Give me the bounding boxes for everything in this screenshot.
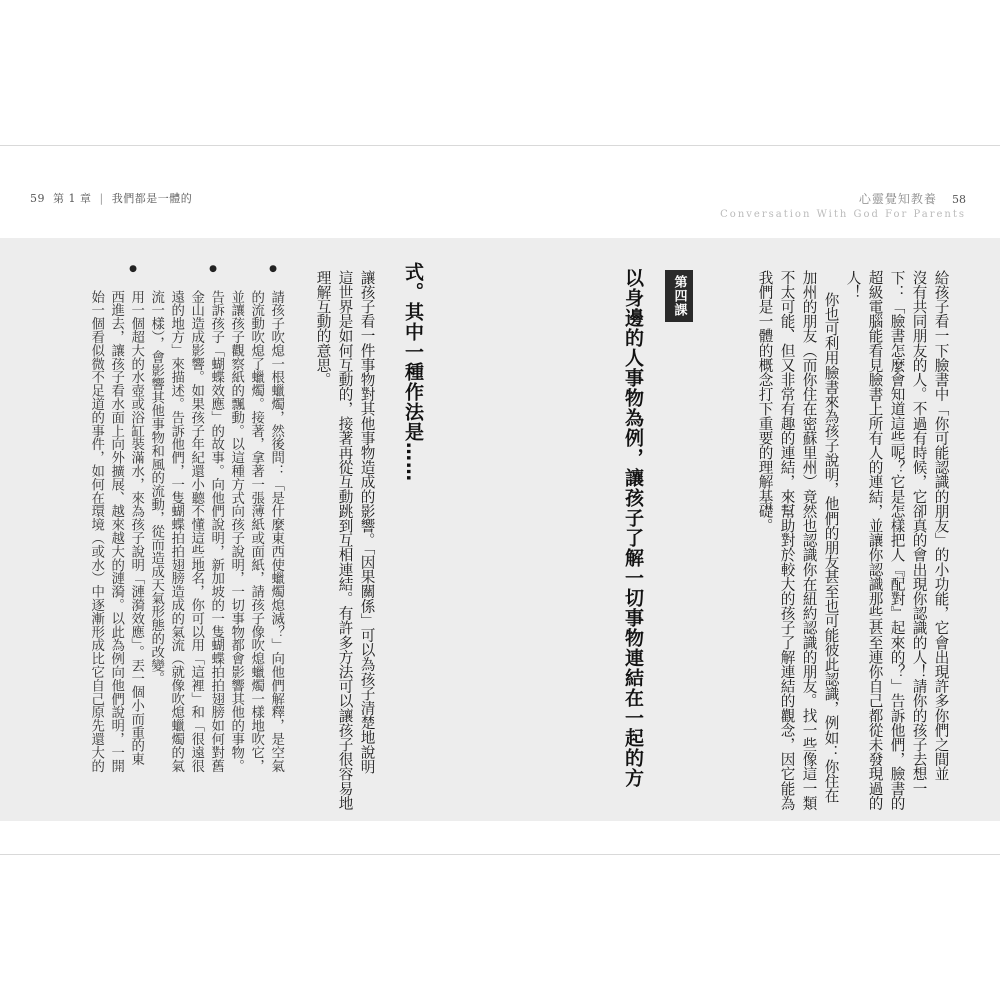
book-title-en: Conversation With God For Parents (720, 209, 966, 220)
lesson-heading-continued: 式。其中一種作法是…… (402, 262, 424, 482)
right-page-number: 58 (952, 193, 966, 206)
paragraph-line: 加州的朋友（而你住在密蘇里州）竟然也認識你在紐約認識的朋友。找一些像這一類 (800, 270, 818, 811)
chapter-title: 我們都是一體的 (111, 192, 193, 205)
intro-line: 理解互動的意思。 (314, 270, 332, 387)
paragraph-line: 不太可能、但又非常有趣的連結，來幫助對於較大的孩子了解連結的觀念，因它能為 (778, 270, 796, 811)
header-divider: | (99, 191, 104, 205)
left-page-number: 59 (30, 191, 45, 205)
intro-line: 讓孩子看一件事物對其他事物造成的影響。「因果關係」可以為孩子清楚地說明 (358, 270, 376, 774)
bullet-line: 的流動吹熄了蠟燭。接著，拿著一張薄紙或面紙，請孩子像吹熄蠟燭一樣地吹它， (248, 290, 264, 773)
paragraph-line: 人！ (844, 270, 862, 300)
bullet-line: 西進去，讓孩子看水面上向外擴展、越來越大的漣漪。以此為例向他們說明，一開 (108, 290, 124, 773)
bullet-line: 流一樣），會影響其他事物和風的流動，從而造成天氣形態的改變。 (148, 290, 164, 686)
bullet-line: 始一個看似微不足道的事件，如何在環境（或水）中逐漸形成比它自己原先還大的 (88, 290, 104, 773)
bullet-line: 用一個超大的水壺或浴缸裝滿水，來為孩子說明「漣漪效應」。丟一個小而重的東 (128, 290, 144, 766)
paragraph-line: 下：「臉書怎麼會知道這些呢？它是怎樣把人『配對』起來的？」告訴他們，臉書的 (888, 270, 906, 811)
left-page-header (30, 190, 192, 206)
book-title-cn: 心靈覺知教養 (858, 192, 937, 206)
bullet-line: 並讓孩子觀察紙的飄動。以這種方式向孩子說明，一切事物都會影響其他的事物。 (228, 290, 244, 773)
paragraph-line: 我們是一體的概念打下重要的理解基礎。 (756, 270, 774, 533)
lesson-tag: 第四課 (665, 270, 693, 322)
chapter-label: 第 1 章 (53, 192, 92, 205)
paragraph-line: 給孩子看一下臉書中「你可能認識的朋友」的小功能，它會出現許多你們之間並 (932, 270, 950, 781)
paragraph-line: 沒有共同朋友的人。不過有時候，它卻真的會出現你認識的人！請你的孩子去想一 (910, 270, 928, 796)
paragraph-line: 超級電腦能看見臉書上所有人的連結，並讓你認識那些甚至連你自己都從未發現過的 (866, 270, 884, 811)
lesson-heading: 以身邊的人事物為例，讓孩子了解一切事物連結在一起的方 (622, 268, 644, 788)
bullet-icon: ● (268, 264, 278, 274)
right-page-header (720, 188, 966, 220)
intro-line: 這世界是如何互動的，接著再從互動跳到互相連結。有許多方法可以讓孩子很容易地 (336, 270, 354, 811)
paragraph-line: 你也可利用臉書來為孩子說明，他們的朋友甚至也可能彼此認識，例如：你住在 (822, 292, 840, 803)
bullet-line: 遠的地方」來描述。告訴他們，一隻蝴蝶拍拍翅膀造成的氣流（就像吹熄蠟燭的氣 (168, 290, 184, 773)
bullet-line: 告訴孩子「蝴蝶效應」的故事。向他們說明，新加坡的一隻蝴蝶拍拍翅膀如何對舊 (208, 290, 224, 773)
bullet-icon: ● (128, 264, 138, 274)
bullet-line: 請孩子吹熄一根蠟燭，然後問：「是什麼東西使蠟燭熄滅？」向他們解釋，是空氣 (268, 290, 284, 773)
bullet-line: 金山造成影響。如果孩子年紀還小聽不懂這些地名，你可以用「這裡」和「很遠很 (188, 290, 204, 773)
bullet-icon: ● (208, 264, 218, 274)
